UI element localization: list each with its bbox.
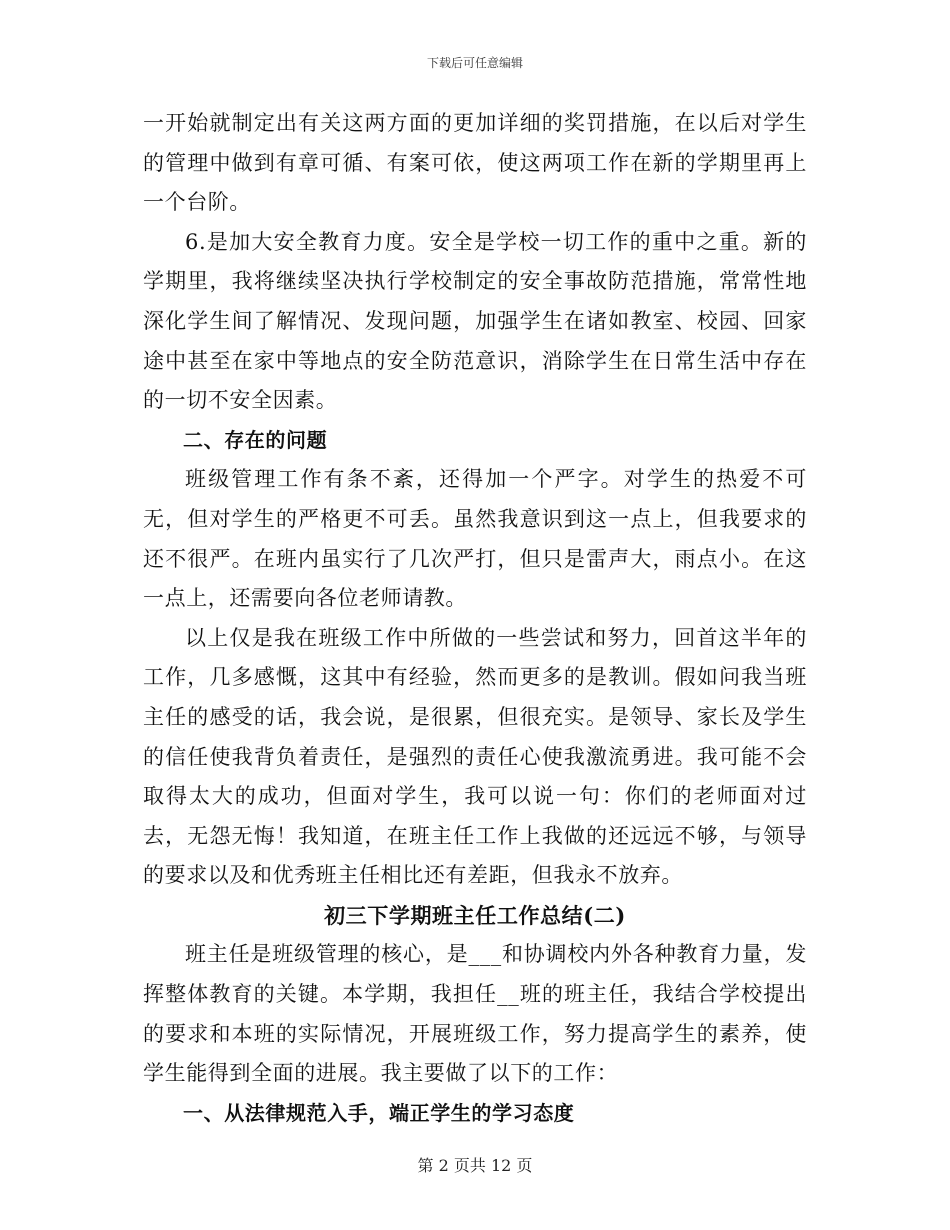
paragraph-continuation: 一开始就制定出有关这两方面的更加详细的奖罚措施，在以后对学生的管理中做到有章可循、有案可依，使这两项工作在新的学期里再上一个台阶。 <box>143 111 807 215</box>
paragraph-problems: 班级管理工作有条不紊，还得加一个严字。对学生的热爱不可无，但对学生的严格更不可丢。虽然我意识到这一点上，但我要求的还不很严。在班内虽实行了几次严打，但只是雷声大，雨点小。在这一点上，还需要向各位老师请教。 <box>143 467 807 611</box>
section-heading-problems: 二、存在的问题 <box>183 427 328 452</box>
page-header: 下载后可任意编辑 <box>426 56 523 70</box>
section-heading-law: 一、从法律规范入手，端正学生的学习态度 <box>183 1100 575 1125</box>
paragraph-conclusion: 以上仅是我在班级工作中所做的一些尝试和努力，回首这半年的工作，几多感慨，这其中有经验，然而更多的是教训。假如问我当班主任的感受的话，我会说，是很累，但很充实。是领导、家长及学生的信任使我背负着责任，是强烈的责任心使我激流勇进。我可能不会取得太大的成功，但面对学生，我可以说一句：你们的老师面对过去，无怨无悔！我知道，在班主任工作上我做的还远远不够，与领导的要求以及和优秀班主任相比还有差距，但我永不放弃。 <box>143 625 807 888</box>
document-body <box>143 104 807 1133</box>
paragraph-safety-education: 6.是加大安全教育力度。安全是学校一切工作的重中之重。新的学期里，我将继续坚决执行学校制定的安全事故防范措施，常常性地深化学生间了解情况、发现问题，加强学生在诸如教室、校园、回家途中甚至在家中等地点的安全防范意识，消除学生在日常生活中存在的一切不安全因素。 <box>143 229 807 413</box>
document-title: 初三下学期班主任工作总结(二) <box>324 902 626 928</box>
page-footer: 第 2 页共 12 页 <box>417 1156 533 1175</box>
paragraph-intro: 班主任是班级管理的核心，是___和协调校内外各种教育力量，发挥整体教育的关键。本学期，我担任__班的班主任，我结合学校提出的要求和本班的实际情况，开展班级工作，努力提高学生的素养，使学生能得到全面的进展。我主要做了以下的工作： <box>143 942 807 1086</box>
